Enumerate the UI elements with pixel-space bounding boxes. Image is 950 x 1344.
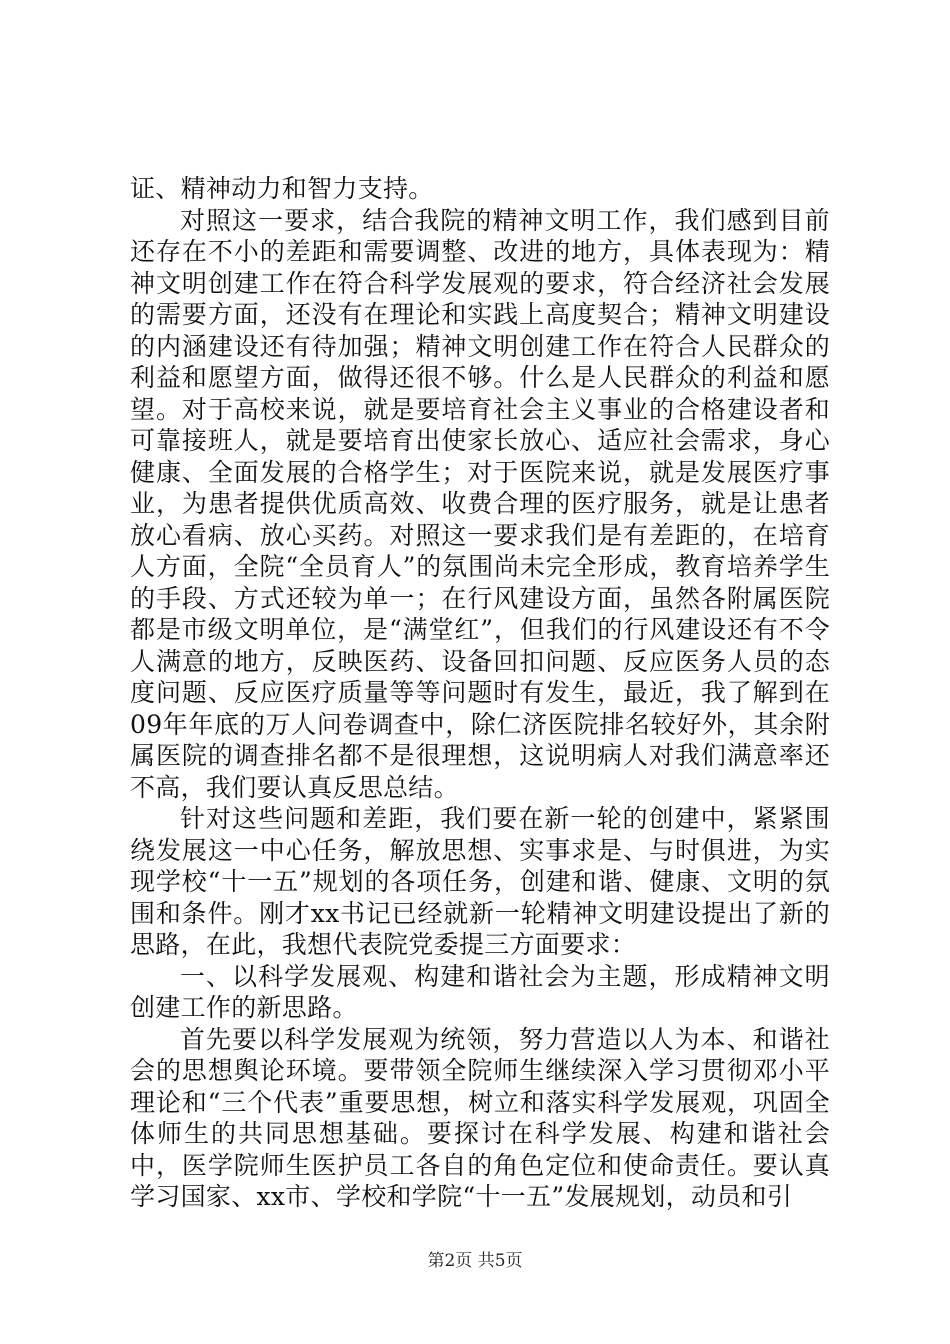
paragraph-first-requirement: 首先要以科学发展观为统领，努力营造以人为本、和谐社会的思想舆论环境。要带领全院师生继续深入学习贯彻邓小平理论和“三个代表”重要思想，树立和落实科学发展观，巩固全体师生的共同思想基础。要探讨在科学发展、构建和谐社会中，医学院师生医护员工各自的角色定位和使命责任。要认真学习国家、xx市、学校和学院“十一五”发展规划，动员和引 (130, 1024, 830, 1211)
paragraph-response: 针对这些问题和差距，我们要在新一轮的创建中，紧紧围绕发展这一中心任务，解放思想、实事求是、与时俱进，为实现学校“十一五”规划的各项任务，创建和谐、健康、文明的氛围和条件。刚才xx书记已经就新一轮精神文明建设提出了新的思路，在此，我想代表院党委提三方面要求： (130, 804, 830, 959)
page-number-footer: 第2页 共5页 (427, 1251, 523, 1271)
document-body (130, 173, 830, 1213)
paragraph-section-heading: 一、以科学发展观、构建和谐社会为主题，形成精神文明创建工作的新思路。 (130, 961, 830, 1022)
paragraph-continuation: 证、精神动力和智力支持。 (130, 174, 434, 203)
paragraph-gap-analysis: 对照这一要求，结合我院的精神文明工作，我们感到目前还存在不小的差距和需要调整、改进的地方，具体表现为：精神文明创建工作在符合科学发展观的要求，符合经济社会发展的需要方面，还没有在理论和实践上高度契合；精神文明建设的内涵建设还有待加强；精神文明创建工作在符合人民群众的利益和愿望方面，做得还很不够。什么是人民群众的利益和愿望。对于高校来说，就是要培育社会主义事业的合格建设者和可靠接班人，就是要培育出使家长放心、适应社会需求，身心健康、全面发展的合格学生；对于医院来说，就是发展医疗事业，为患者提供优质高效、收费合理的医疗服务，就是让患者放心看病、放心买药。对照这一要求我们是有差距的，在培育人方面，全院“全员育人”的氛围尚未完全形成，教育培养学生的手段、方式还较为单一；在行风建设方面，虽然各附属医院都是市级文明单位，是“满堂红”，但我们的行风建设还有不令人满意的地方，反映医药、设备回扣问题、反应医务人员的态度问题、反应医疗质量等等问题时有发生，最近，我了解到在09年年底的万人问卷调查中，除仁济医院排名较好外，其余附属医院的调查排名都不是很理想，这说明病人对我们满意率还不高，我们要认真反思总结。 (130, 205, 830, 802)
